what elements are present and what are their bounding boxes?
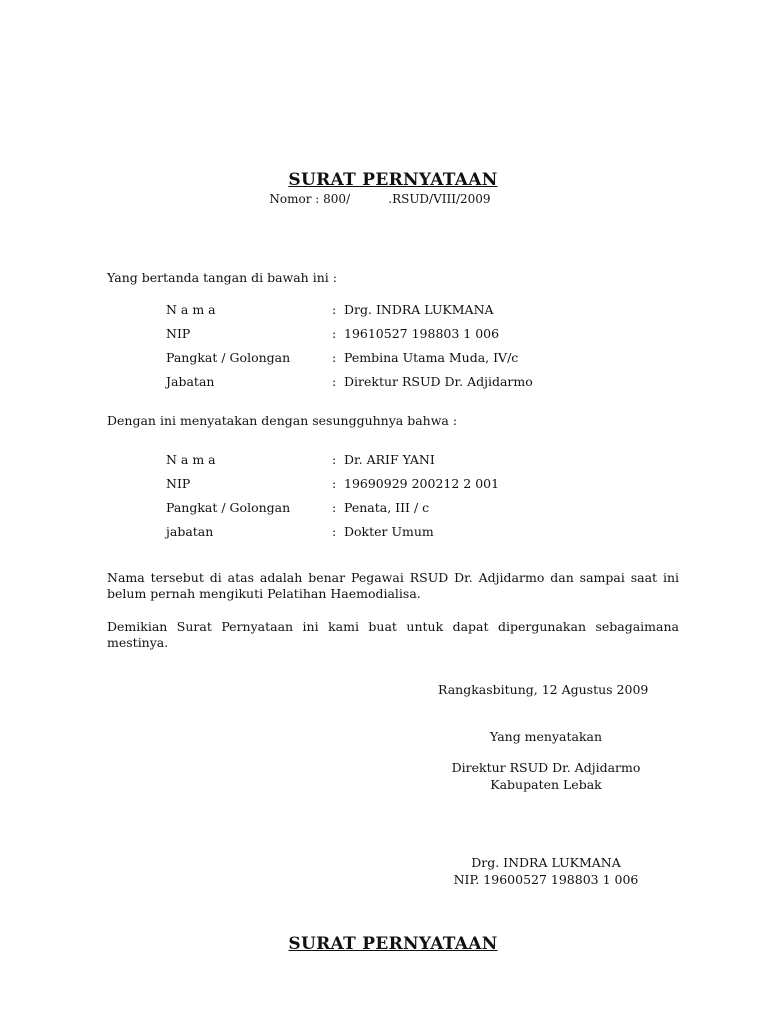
document-title: SURAT PERNYATAAN	[288, 170, 498, 190]
field-label: Jabatan	[166, 374, 215, 389]
field-colon: :	[332, 476, 337, 491]
document-number: Nomor : 800/ .RSUD/VIII/2009	[269, 192, 491, 206]
field-colon: :	[332, 374, 337, 389]
field-label: NIP	[166, 326, 191, 341]
field-value: Direktur RSUD Dr. Adjidarmo	[344, 374, 533, 389]
intro-text: Yang bertanda tangan di bawah ini :	[107, 270, 337, 285]
signer-position: Direktur RSUD Dr. Adjidarmo	[451, 760, 641, 775]
field-value: Pembina Utama Muda, IV/c	[344, 350, 519, 365]
field-value: Dokter Umum	[344, 524, 434, 539]
signer-name: Drg. INDRA LUKMANA	[471, 855, 621, 870]
field-value: Penata, III / c	[344, 500, 430, 515]
closing-paragraph: Demikian Surat Pernyataan ini kami buat untuk dapat dipergunakan sebagaimana mestinya.	[107, 619, 679, 650]
signer-regency: Kabupaten Lebak	[490, 777, 602, 792]
field-value: Dr. ARIF YANI	[344, 452, 435, 467]
field-label: N a m a	[166, 302, 216, 317]
field-value: 19690929 200212 2 001	[344, 476, 500, 491]
field-label: Pangkat / Golongan	[166, 500, 291, 515]
declaration-text: Dengan ini menyatakan dengan sesungguhnya bahwa :	[107, 413, 458, 428]
statement-paragraph: Nama tersebut di atas adalah benar Pegawai RSUD Dr. Adjidarmo dan sampai saat ini belum pernah mengikuti Pelatihan Haemodialisa.	[107, 570, 679, 601]
field-colon: :	[332, 452, 337, 467]
field-value: Drg. INDRA LUKMANA	[344, 302, 494, 317]
field-label: Pangkat / Golongan	[166, 350, 291, 365]
next-page-title: SURAT PERNYATAAN	[288, 934, 498, 954]
field-colon: :	[332, 302, 337, 317]
field-colon: :	[332, 326, 337, 341]
field-label: NIP	[166, 476, 191, 491]
field-colon: :	[332, 350, 337, 365]
field-label: N a m a	[166, 452, 216, 467]
field-colon: :	[332, 500, 337, 515]
field-colon: :	[332, 524, 337, 539]
stating-label: Yang menyatakan	[489, 729, 603, 744]
field-label: jabatan	[166, 524, 214, 539]
signer-nip: NIP. 19600527 198803 1 006	[453, 872, 639, 887]
field-value: 19610527 198803 1 006	[344, 326, 500, 341]
place-date: Rangkasbitung, 12 Agustus 2009	[438, 682, 649, 697]
